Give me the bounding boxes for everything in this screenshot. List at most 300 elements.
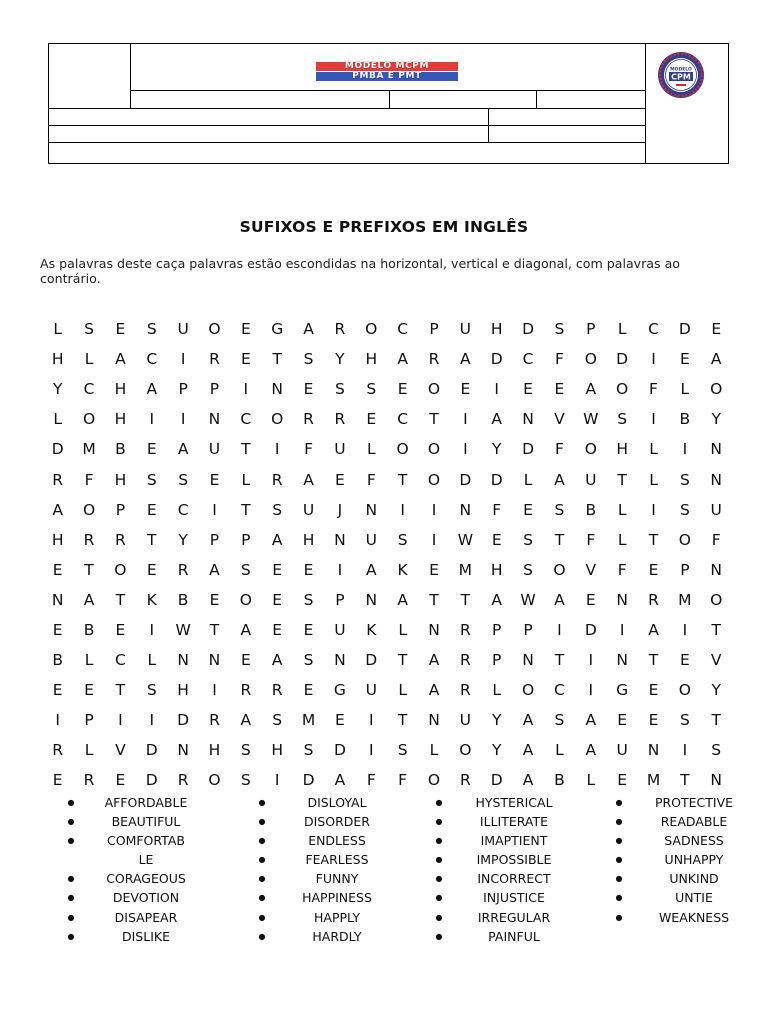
grid-letter: L — [241, 470, 251, 489]
word-search-grid — [42, 314, 732, 796]
grid-letter: T — [711, 620, 721, 639]
grid-letter: E — [115, 771, 126, 790]
grid-letter: E — [335, 470, 345, 489]
word-text: IMPOSSIBLE — [476, 852, 552, 868]
grid-letter: E — [272, 620, 283, 639]
bullet-icon: ● — [67, 798, 75, 807]
grid-letter: D — [490, 350, 503, 369]
grid-letter: F — [492, 500, 502, 519]
grid-letter: S — [397, 741, 408, 760]
grid-row — [42, 344, 732, 374]
grid-letter: F — [398, 771, 408, 790]
grid-letter: S — [146, 681, 157, 700]
grid-letter: O — [584, 350, 597, 369]
grid-letter: T — [680, 771, 690, 790]
grid-letter: O — [584, 440, 597, 459]
grid-letter: T — [84, 560, 94, 579]
grid-letter: R — [209, 711, 220, 730]
grid-letter: E — [523, 380, 533, 399]
grid-letter: A — [303, 320, 314, 339]
grid-letter: I — [651, 410, 656, 429]
grid-letter: R — [459, 681, 471, 700]
grid-letter: Y — [491, 711, 502, 730]
grid-letter: O — [710, 380, 723, 399]
word-list-item — [430, 793, 580, 812]
grid-letter: L — [53, 320, 62, 339]
grid-letter: I — [243, 380, 249, 399]
grid-row — [42, 404, 732, 434]
grid-letter: M — [458, 560, 473, 579]
word-text: INCORRECT — [477, 871, 551, 887]
grid-letter: U — [459, 320, 472, 339]
grid-row — [42, 314, 732, 344]
bullet-icon: ● — [435, 893, 443, 903]
divider — [130, 44, 131, 108]
grid-row — [42, 374, 732, 404]
bullet-icon: ● — [435, 817, 443, 827]
grid-letter: T — [147, 530, 157, 549]
word-list-item — [430, 869, 580, 888]
bullet-icon: ● — [258, 798, 266, 807]
grid-letter: A — [334, 771, 346, 790]
grid-letter: S — [711, 741, 722, 760]
grid-letter: I — [180, 350, 186, 369]
school-logo-banner — [316, 62, 458, 81]
grid-letter: W — [175, 620, 191, 639]
divider — [130, 90, 645, 91]
grid-letter: D — [302, 771, 315, 790]
grid-letter: T — [397, 651, 408, 670]
grid-letter: G — [616, 681, 629, 700]
grid-letter: E — [303, 560, 314, 579]
word-text: DEVOTION — [112, 890, 180, 906]
grid-letter: L — [680, 380, 690, 399]
grid-letter: H — [302, 530, 315, 549]
grid-letter: H — [490, 560, 503, 579]
grid-letter: E — [209, 470, 220, 489]
logo-line-1: MODELO MCPM — [316, 62, 458, 71]
grid-letter: U — [334, 620, 346, 639]
grid-letter: R — [428, 350, 440, 369]
grid-letter: E — [429, 560, 439, 579]
grid-letter: I — [494, 380, 499, 399]
grid-letter: E — [272, 590, 283, 609]
grid-letter: A — [52, 500, 63, 519]
seal-main-text: CPM — [671, 72, 691, 82]
word-list-item — [610, 888, 760, 907]
grid-letter: O — [396, 440, 409, 459]
grid-letter: S — [554, 711, 565, 730]
grid-letter: R — [177, 771, 189, 790]
grid-letter: A — [303, 470, 314, 489]
grid-letter: E — [648, 711, 659, 730]
grid-letter: E — [491, 530, 502, 549]
grid-letter: Y — [711, 681, 721, 700]
grid-letter: B — [585, 500, 597, 519]
grid-letter: A — [554, 470, 565, 489]
grid-letter: R — [83, 530, 95, 549]
grid-letter: F — [366, 771, 376, 790]
grid-letter: F — [366, 470, 376, 489]
grid-letter: P — [429, 320, 439, 339]
grid-letter: I — [557, 620, 562, 639]
word-text: UNTIE — [675, 890, 713, 906]
grid-letter: R — [271, 470, 283, 489]
grid-letter: H — [51, 350, 64, 369]
grid-row — [42, 705, 732, 735]
grid-letter: N — [334, 651, 346, 670]
bullet-icon: ● — [67, 836, 75, 846]
grid-letter: C — [397, 320, 409, 339]
grid-letter: A — [83, 590, 95, 609]
grid-letter: S — [554, 500, 565, 519]
grid-row — [42, 464, 732, 494]
grid-letter: O — [82, 500, 96, 519]
grid-letter: E — [115, 320, 126, 339]
grid-letter: D — [365, 651, 378, 670]
grid-letter: L — [586, 771, 596, 790]
grid-letter: P — [680, 560, 690, 579]
grid-letter: H — [365, 350, 378, 369]
word-text: IMAPTIENT — [480, 833, 548, 849]
grid-letter: I — [212, 681, 217, 700]
grid-letter: V — [554, 410, 565, 429]
grid-letter: D — [616, 350, 629, 369]
grid-letter: A — [522, 771, 534, 790]
grid-letter: E — [554, 380, 565, 399]
bullet-icon: ● — [435, 912, 443, 922]
word-list-item — [253, 888, 403, 907]
grid-letter: O — [678, 530, 691, 549]
grid-letter: A — [460, 350, 471, 369]
grid-letter: S — [303, 590, 314, 609]
grid-letter: U — [459, 711, 472, 730]
grid-letter: I — [588, 651, 594, 670]
grid-letter: E — [303, 380, 314, 399]
grid-letter: R — [83, 771, 95, 790]
bullet-icon: ● — [67, 893, 75, 903]
grid-letter: H — [177, 681, 189, 700]
grid-letter: A — [397, 590, 408, 609]
word-text: BEAUTIFUL — [111, 814, 181, 830]
word-list-item — [430, 850, 580, 869]
grid-letter: T — [115, 681, 126, 700]
grid-letter: W — [583, 410, 599, 429]
grid-letter: I — [682, 620, 688, 639]
grid-letter: S — [272, 711, 283, 730]
word-list-item — [430, 888, 580, 907]
grid-letter: E — [648, 681, 659, 700]
grid-letter: W — [520, 590, 536, 609]
grid-letter: O — [208, 320, 221, 339]
grid-letter: N — [647, 741, 660, 760]
grid-letter: A — [491, 590, 503, 609]
grid-letter: L — [147, 651, 157, 670]
grid-row — [42, 735, 732, 765]
word-list-item — [253, 869, 403, 888]
grid-letter: N — [177, 651, 189, 670]
word-text: UNHAPPY — [664, 852, 724, 868]
word-list-item — [62, 908, 212, 927]
grid-letter: F — [649, 380, 658, 399]
word-text: DISLIKE — [122, 928, 170, 944]
grid-letter: C — [114, 651, 126, 670]
bullet-icon: ● — [67, 931, 75, 941]
grid-letter: L — [492, 681, 502, 700]
bullet-icon: ● — [258, 893, 266, 903]
bullet-icon: ● — [258, 817, 266, 827]
grid-letter: S — [523, 560, 533, 579]
grid-letter: L — [84, 651, 94, 670]
grid-letter: A — [428, 651, 440, 670]
grid-letter: E — [617, 711, 628, 730]
grid-letter: E — [711, 320, 722, 339]
word-column — [610, 793, 760, 927]
grid-letter: H — [208, 741, 221, 760]
grid-letter: V — [710, 651, 722, 670]
grid-letter: E — [366, 410, 377, 429]
grid-letter: A — [271, 530, 283, 549]
grid-letter: D — [145, 771, 158, 790]
grid-letter: L — [398, 620, 407, 639]
grid-letter: Y — [52, 380, 63, 399]
word-list-item — [610, 793, 760, 812]
grid-letter: S — [240, 741, 251, 760]
word-list-item — [62, 869, 212, 888]
grid-letter: N — [616, 651, 628, 670]
grid-letter: T — [711, 711, 721, 730]
grid-letter: O — [208, 771, 221, 790]
grid-letter: B — [679, 410, 691, 429]
word-list-item — [610, 850, 760, 869]
grid-letter: U — [710, 500, 722, 519]
divider — [389, 90, 390, 108]
grid-letter: P — [586, 320, 596, 339]
grid-letter: I — [55, 711, 60, 730]
grid-letter: L — [649, 470, 658, 489]
grid-letter: A — [271, 651, 283, 670]
grid-letter: I — [149, 410, 155, 429]
divider — [49, 108, 645, 109]
grid-letter: E — [146, 500, 157, 519]
grid-letter: P — [84, 711, 94, 730]
bullet-icon: ● — [615, 874, 623, 884]
grid-letter: L — [84, 350, 94, 369]
divider — [536, 90, 537, 108]
grid-letter: D — [522, 320, 535, 339]
grid-letter: Y — [178, 530, 188, 549]
grid-letter: V — [115, 741, 126, 760]
grid-letter: D — [459, 470, 472, 489]
bullet-icon: ● — [258, 874, 266, 884]
grid-letter: F — [586, 530, 596, 549]
word-list-item — [430, 908, 580, 927]
grid-letter: N — [428, 620, 440, 639]
word-text: DISLOYAL — [307, 795, 367, 810]
word-list-item — [253, 850, 403, 869]
grid-letter: I — [431, 530, 437, 549]
grid-row — [42, 615, 732, 645]
grid-letter: E — [523, 500, 533, 519]
word-text: ILLITERATE — [479, 814, 549, 830]
grid-letter: A — [585, 380, 597, 399]
bullet-icon: ● — [615, 912, 623, 922]
grid-letter: E — [335, 711, 345, 730]
grid-letter: E — [240, 350, 251, 369]
word-list-item — [610, 831, 760, 850]
grid-letter: R — [459, 771, 471, 790]
grid-letter: C — [146, 350, 158, 369]
grid-letter: I — [368, 741, 374, 760]
grid-letter: R — [209, 350, 220, 369]
grid-letter: U — [177, 320, 189, 339]
grid-letter: N — [710, 560, 723, 579]
grid-letter: O — [678, 681, 691, 700]
divider — [49, 142, 645, 143]
word-text: PROTECTIVE — [654, 795, 734, 810]
grid-letter: K — [366, 620, 377, 639]
grid-letter: L — [617, 500, 627, 519]
grid-letter: R — [52, 741, 64, 760]
grid-letter: H — [114, 470, 127, 489]
grid-letter: N — [271, 380, 283, 399]
word-list-item — [253, 793, 403, 812]
grid-letter: S — [240, 560, 251, 579]
grid-letter: R — [115, 530, 126, 549]
grid-row — [42, 585, 732, 615]
word-text: DISAPEAR — [114, 909, 178, 925]
grid-letter: E — [52, 560, 63, 579]
grid-letter: P — [115, 500, 126, 519]
grid-letter: N — [177, 741, 189, 760]
grid-letter: A — [115, 350, 126, 369]
grid-letter: A — [240, 620, 252, 639]
grid-letter: O — [239, 590, 252, 609]
grid-letter: A — [522, 711, 534, 730]
grid-letter: C — [397, 410, 409, 429]
grid-letter: M — [82, 440, 96, 459]
grid-letter: N — [208, 410, 221, 429]
grid-letter: T — [460, 590, 471, 609]
page-title: SUFIXOS E PREFIXOS EM INGLÊS — [239, 218, 529, 236]
grid-letter: A — [146, 380, 158, 399]
grid-letter: N — [51, 590, 64, 609]
word-text: COMFORTAB LE — [107, 833, 185, 868]
grid-letter: T — [429, 410, 439, 429]
grid-letter: D — [145, 741, 158, 760]
grid-letter: S — [617, 410, 628, 429]
grid-letter: S — [334, 380, 345, 399]
grid-letter: P — [492, 620, 502, 639]
grid-letter: M — [678, 590, 692, 609]
word-column — [253, 793, 403, 946]
grid-letter: U — [585, 470, 597, 489]
grid-letter: I — [337, 560, 343, 579]
word-text: READABLE — [660, 814, 728, 830]
grid-letter: F — [554, 350, 564, 369]
grid-letter: U — [302, 500, 315, 519]
grid-letter: L — [523, 470, 533, 489]
word-list-item — [430, 831, 580, 850]
grid-letter: T — [648, 530, 659, 549]
grid-letter: S — [397, 530, 408, 549]
grid-letter: O — [427, 380, 441, 399]
grid-letter: R — [648, 590, 659, 609]
grid-letter: E — [146, 560, 157, 579]
grid-letter: N — [428, 711, 440, 730]
grid-letter: E — [679, 350, 690, 369]
grid-letter: R — [459, 651, 471, 670]
grid-row — [42, 765, 732, 795]
grid-letter: O — [521, 681, 535, 700]
grid-letter: S — [303, 350, 314, 369]
grid-letter: P — [209, 530, 220, 549]
seal-top-text: MODELO — [670, 67, 692, 73]
grid-letter: N — [522, 410, 534, 429]
grid-letter: I — [619, 620, 625, 639]
grid-letter: R — [303, 410, 314, 429]
word-list-item — [253, 908, 403, 927]
grid-letter: C — [554, 681, 565, 700]
word-text: INJUSTICE — [483, 890, 545, 906]
bullet-icon: ● — [258, 931, 266, 941]
word-text: IRREGULAR — [477, 909, 551, 925]
grid-letter: L — [617, 530, 627, 549]
grid-letter: I — [118, 711, 123, 730]
grid-letter: H — [114, 380, 127, 399]
grid-letter: I — [149, 711, 155, 730]
grid-letter: E — [303, 620, 314, 639]
word-list-item — [62, 831, 212, 869]
grid-letter: O — [82, 410, 96, 429]
bullet-icon: ● — [615, 798, 623, 807]
grid-letter: N — [365, 590, 378, 609]
grid-letter: E — [460, 380, 471, 399]
grid-letter: A — [209, 560, 220, 579]
bullet-icon: ● — [258, 912, 266, 922]
bullet-icon: ● — [67, 912, 75, 922]
bullet-icon: ● — [435, 836, 443, 846]
instructions-text: As palavras deste caça palavras estão escondidas na horizontal, vertical e diagonal, com palavras ao contrário. — [40, 256, 681, 286]
grid-letter: O — [710, 590, 723, 609]
bullet-icon: ● — [258, 836, 266, 846]
grid-letter: O — [553, 560, 566, 579]
grid-letter: O — [427, 470, 441, 489]
grid-letter: N — [365, 500, 378, 519]
grid-letter: P — [523, 620, 533, 639]
grid-letter: M — [646, 771, 661, 790]
grid-letter: L — [53, 410, 62, 429]
grid-letter: E — [115, 620, 126, 639]
grid-letter: T — [617, 470, 627, 489]
bullet-icon: ● — [435, 798, 443, 807]
grid-letter: K — [397, 560, 408, 579]
word-column — [62, 793, 212, 946]
grid-letter: A — [177, 440, 189, 459]
grid-letter: U — [365, 530, 377, 549]
grid-letter: F — [711, 530, 721, 549]
grid-letter: P — [241, 530, 251, 549]
grid-letter: T — [241, 440, 251, 459]
bullet-icon: ● — [67, 817, 75, 827]
bullet-icon: ● — [615, 855, 623, 865]
grid-letter: O — [427, 771, 441, 790]
grid-letter: C — [240, 410, 252, 429]
grid-letter: E — [146, 440, 157, 459]
grid-letter: D — [584, 620, 597, 639]
grid-letter: P — [335, 590, 345, 609]
grid-letter: T — [209, 620, 220, 639]
